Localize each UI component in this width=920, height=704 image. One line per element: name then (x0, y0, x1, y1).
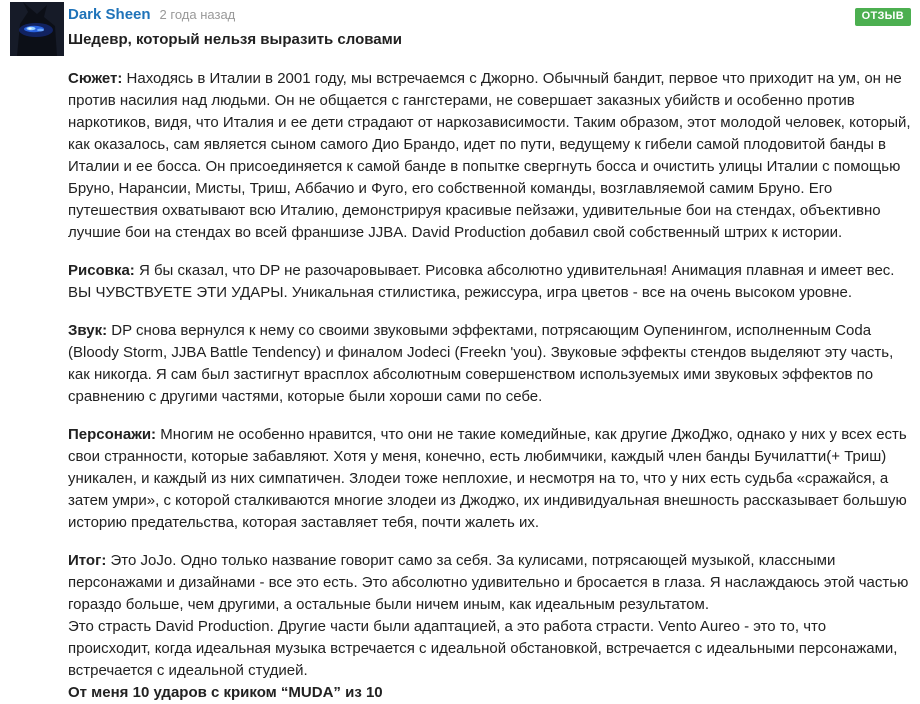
section-verdict-label: Итог: (68, 552, 107, 569)
avatar-image (10, 2, 64, 56)
section-sound (68, 320, 912, 408)
user-avatar[interactable] (10, 2, 64, 56)
review-body (68, 68, 912, 704)
review-type-badge: ОТЗЫВ (855, 8, 911, 26)
username-link[interactable]: Dark Sheen (68, 6, 151, 23)
section-verdict-line2: Это страсть David Production. Другие части были адаптацией, а это работа страсти. Vento Aureo - это то, что происходит, когда идеальная музыка встречается с идеальной обстановкой, встречается с идеальными персонажами, встречается с идеальной студией. (68, 618, 898, 679)
section-verdict-text: Это JoJo. Одно только название говорит само за себя. За кулисами, потрясающей музыкой, классными персонажами и дизайнами - все это есть. Это абсолютно удивительно и бросается в глаза. Я наслаждаюсь этой частью гораздо больше, чем другими, а остальные были ничем иным, как идеальным результатом. (68, 552, 909, 613)
section-plot (68, 68, 912, 244)
final-score: От меня 10 ударов с криком “MUDA” из 10 (68, 684, 383, 701)
posted-ago: 2 года назад (159, 7, 236, 22)
section-art-label: Рисовка: (68, 262, 135, 279)
review-header (68, 0, 920, 49)
section-characters-text: Многим не особенно нравится, что они не такие комедийные, как другие ДжоДжо, однако у них у всех есть свои странности, которые забавляют. Хотя у меня, конечно, есть любимчики, каждый член банды Бучилатти(+ Триш) уникален, и каждый из них симпатичен. Злодеи тоже неплохие, и несмотря на то, что у них есть судьба «сражайся, а затем умри», с которой сталкиваются многие злодеи из Джоджо, их индивидуальная внешность рассказывает большую историю предательства, которая заставляет тебя, почти жалеть их. (68, 426, 907, 531)
section-characters (68, 424, 912, 534)
section-plot-text: Находясь в Италии в 2001 году, мы встречаемся с Джорно. Обычный бандит, первое что приходит на ум, он не против насилия над людьми. Он не общается с гангстерами, не совершает заказных убийств и особенно против наркотиков, видя, что Италия и ее дети страдают от наркозависимости. Таким образом, этот молодой человек, который, как оказалось, сам является сыном самого Дио Брандо, идет по пути, ведущему к гибели самой плодовитой банды в Италии и ее босса. Он присоединяется к самой банде в попытке свергнуть босса и очистить улицы Италии с помощью Бруно, Нарансии, Мисты, Триш, Аббачио и Фуго, его собственной команды, возглавляемой самим Бруно. Его путешествия охватывают всю Италию, демонстрируя красивые пейзажи, удивительные бои на стендах, объективно лучшие бои на стендах во всей франшизе JJBA. David Production добавил свой собственный штрих к истории. (68, 70, 911, 241)
section-plot-label: Сюжет: (68, 70, 123, 87)
section-characters-label: Персонажи: (68, 426, 157, 443)
section-art-text: Я бы сказал, что DP не разочаровывает. Рисовка абсолютно удивительная! Анимация плавная и имеет вес. ВЫ ЧУВСТВУЕТЕ ЭТИ УДАРЫ. Уникальная стилистика, режиссура, игра цветов - все на очень высоком уровне. (68, 262, 895, 301)
section-verdict (68, 550, 912, 704)
section-sound-text: DP снова вернулся к нему со своими звуковыми эффектами, потрясающим Оупенингом, исполненным Coda (Bloody Storm, JJBA Battle Tendency) и финалом Jodeci (Freekn 'you). Звуковые эффекты стендов выделяют эту часть, как никогда. Я сам был застигнут врасплох абсолютным совершенством используемых ими звуковых эффектов по сравнению с другими частями, которые были хороши сами по себе. (68, 322, 894, 405)
section-sound-label: Звук: (68, 322, 108, 339)
section-art (68, 260, 912, 304)
review-title: Шедевр, который нельзя выразить словами (68, 31, 402, 48)
